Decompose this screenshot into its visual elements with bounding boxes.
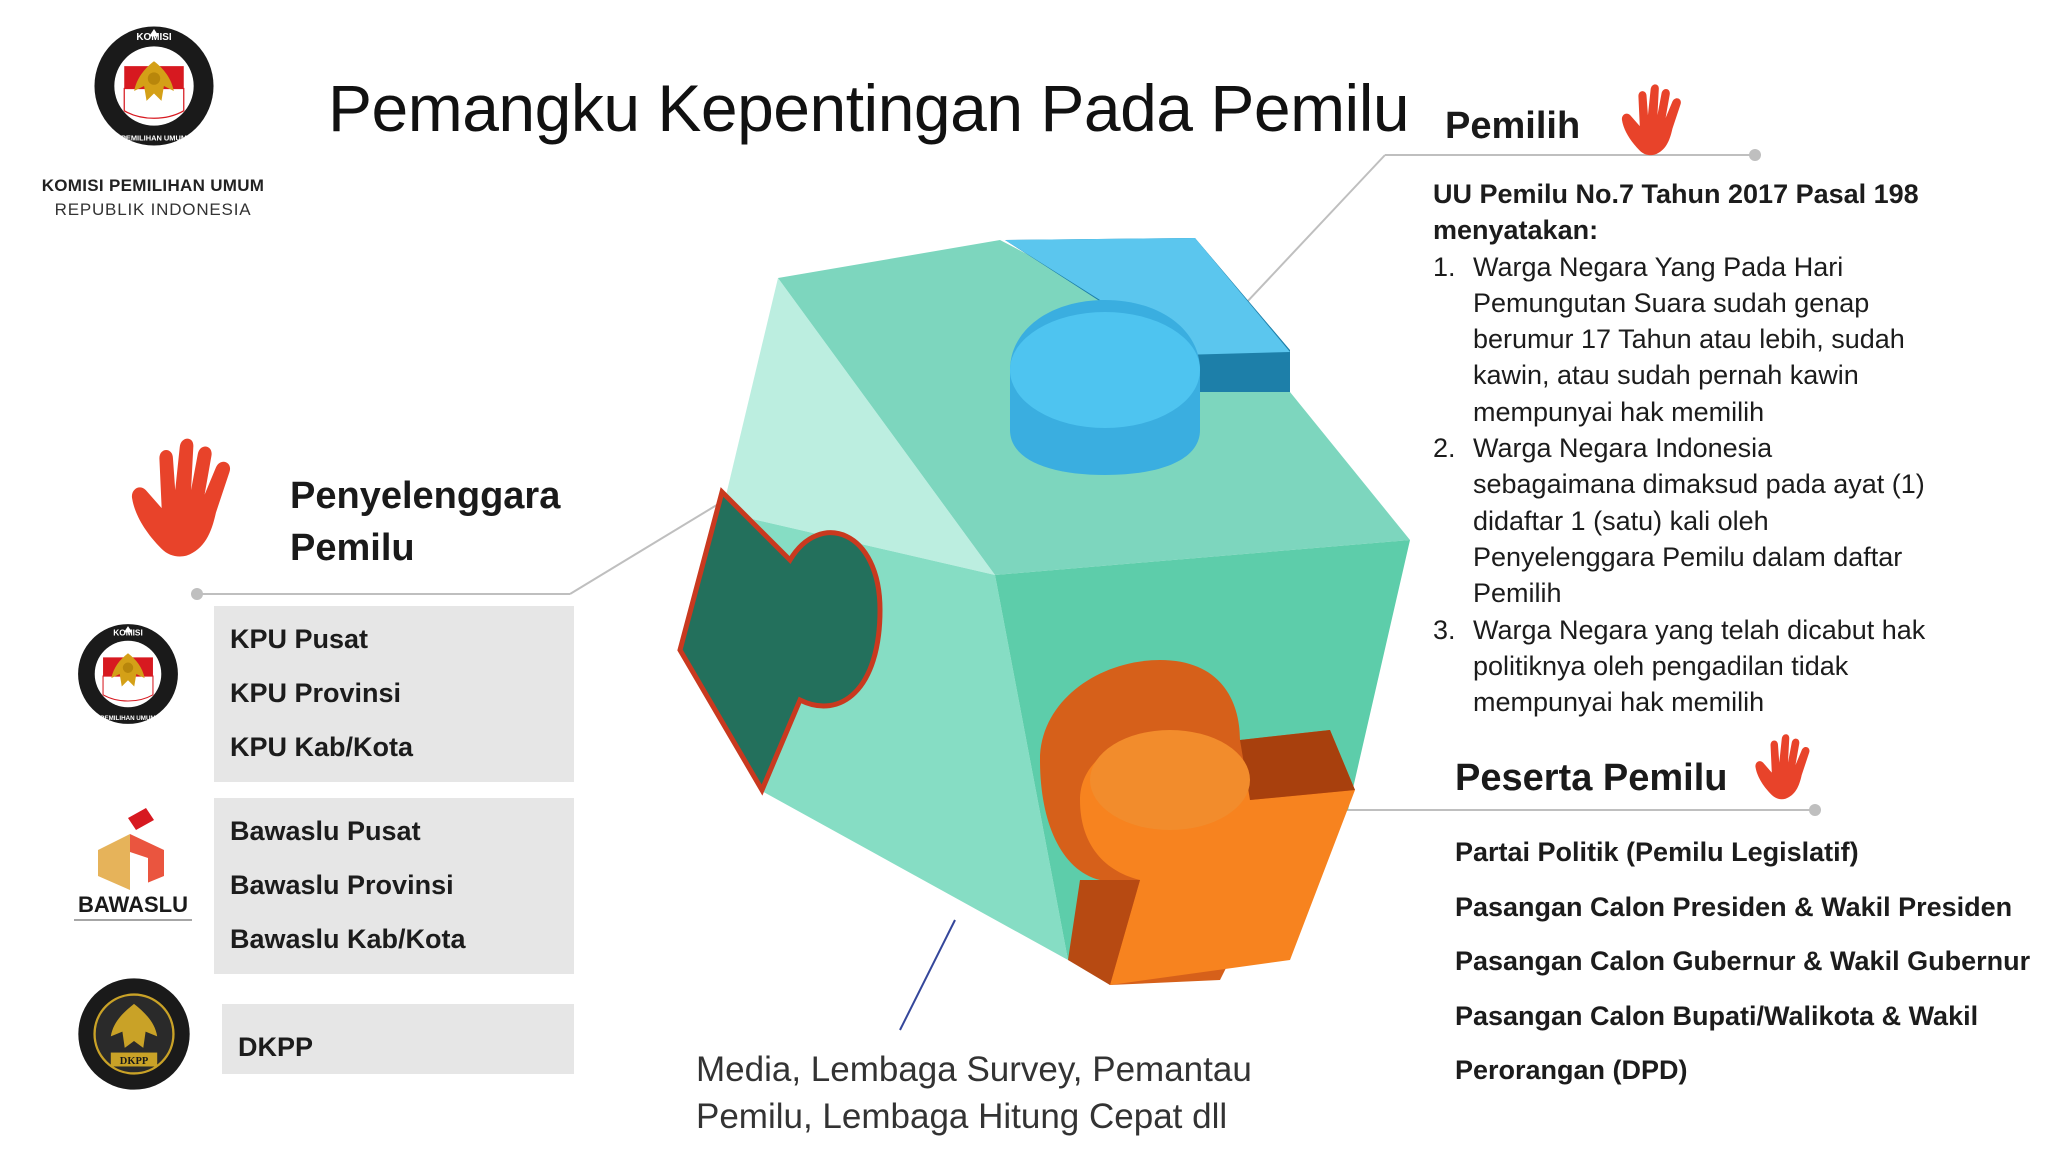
media-caption: Media, Lembaga Survey, Pemantau Pemilu, Lembaga Hitung Cepat dll (696, 1050, 1252, 1136)
raised-hand-icon (130, 428, 234, 568)
list-item: Pasangan Calon Bupati/Walikota & Wakil (1455, 1000, 1979, 1031)
list-item: KPU Pusat (230, 624, 369, 654)
pemilih-criteria-list (1433, 249, 1993, 721)
kpu-logo (76, 614, 180, 734)
dkpp-logo-text: DKPP (119, 1056, 149, 1068)
kpu-group-box (214, 606, 574, 782)
kpu-logo-arc-bottom: PEMILIHAN UMUM (120, 133, 188, 143)
media-connector (900, 920, 955, 1030)
bawaslu-logo-text: BAWASLU (78, 892, 188, 917)
kpu-caption-line1: KOMISI PEMILIHAN UMUM (41, 176, 265, 195)
raised-hand-icon (1752, 734, 1814, 800)
bawaslu-group-box (214, 798, 574, 974)
list-item: KPU Provinsi (230, 678, 402, 708)
list-item: Bawaslu Kab/Kota (230, 924, 466, 954)
peserta-list (1455, 825, 2030, 1098)
svg-text:PEMILIHAN UMUM: PEMILIHAN UMUM (100, 714, 156, 722)
list-item: Pasangan Calon Gubernur & Wakil Gubernur (1455, 946, 2031, 976)
penyelenggara-heading: Penyelenggara Pemilu (290, 475, 561, 569)
page-title: Pemangku Kepentingan Pada Pemilu (328, 71, 1410, 145)
raised-hand-icon (1618, 84, 1686, 156)
list-item: Bawaslu Pusat (230, 816, 421, 846)
list-item: 3. Warga Negara yang telah dicabut hak politiknya oleh pengadilan tidak mempunyai hak memilih (1433, 614, 1926, 718)
pemilih-text (1433, 176, 1993, 720)
kpu-caption-line2: REPUBLIK INDONESIA (54, 200, 252, 219)
bawaslu-logo (68, 800, 198, 930)
dkpp-logo (76, 976, 192, 1092)
pemilih-heading: Pemilih (1445, 105, 1581, 147)
list-item: KPU Kab/Kota (230, 732, 414, 762)
svg-text:KOMISI: KOMISI (113, 627, 143, 638)
peserta-heading: Peserta Pemilu (1455, 757, 1728, 799)
dkpp-group-box (222, 1004, 574, 1074)
kpu-logo-arc-top: KOMISI (136, 32, 172, 44)
list-item: DKPP (238, 1032, 314, 1062)
pemilih-intro-line1: UU Pemilu No.7 Tahun 2017 Pasal 198 (1433, 179, 1919, 209)
list-item: Pasangan Calon Presiden & Wakil Presiden (1455, 891, 2013, 922)
list-item: 2. Warga Negara Indonesia sebagaimana dimaksud pada ayat (1) didaftar 1 (satu) kali oleh Penyelenggara Pemilu dalam daftar Pemilih (1433, 433, 1925, 609)
list-item: 1. Warga Negara Yang Pada Hari Pemungutan Suara sudah genap berumur 17 Tahun atau lebih, sudah kawin, atau sudah pernah kawin mempunyai hak memilih (1433, 251, 1905, 427)
list-item: Bawaslu Provinsi (230, 870, 454, 900)
pemilih-intro-line2: menyatakan: (1433, 215, 1599, 246)
list-item: Perorangan (DPD) (1455, 1055, 1688, 1085)
list-item: Partai Politik (Pemilu Legislatif) (1455, 837, 1859, 867)
